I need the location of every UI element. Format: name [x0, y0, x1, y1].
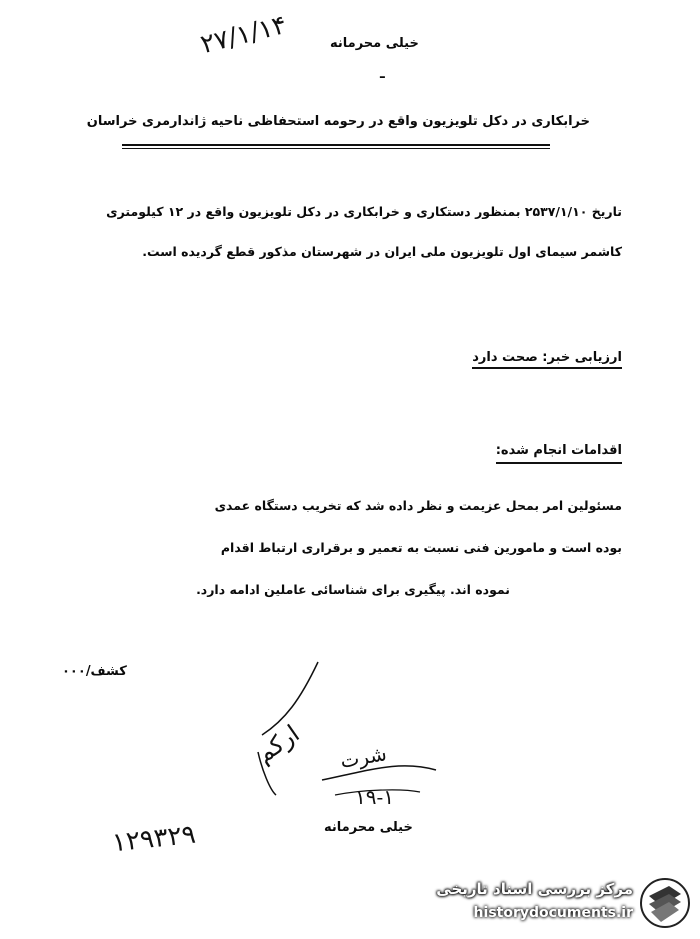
watermark-org-name: مرکز بررسی اسناد تاریخی — [436, 880, 633, 898]
report-line-2: کاشمر سیمای اول تلویزیون ملی ایران در شهرستان مذکور قطع گردیده است. — [142, 244, 622, 259]
handwritten-file-number: ۱۲۹۳۲۹ — [110, 819, 198, 859]
document-title: خرابکاری در دکل تلویزیون واقع در رحومه استحفاظی ناحیه ژاندارمری خراسان — [86, 114, 590, 129]
handwritten-note: شرت — [338, 741, 389, 773]
handwritten-note-date: ۱۹-۱ — [355, 785, 394, 809]
actions-heading: اقدامات انجام شده: — [496, 443, 622, 464]
classification-bottom: خیلی محرمانه — [324, 820, 413, 835]
actions-line-3: نموده اند. پیگیری برای شناسائی عاملین ادامه دارد. — [196, 582, 510, 597]
watermark — [410, 872, 695, 934]
title-underline — [122, 144, 550, 146]
report-line-1: تاریخ ۲۵۳۷/۱/۱۰ بمنظور دستکاری و خرابکاری در دکل تلویزیون واقع در ۱۲ کیلومتری — [106, 204, 622, 219]
actions-line-2: بوده است و مامورین فنی نسبت به تعمیر و برقراری ارتباط اقدام — [220, 540, 622, 555]
handwritten-reference-number: ۲۷/۱/۱۴ — [197, 9, 290, 61]
reference-code: کشف/۰۰۰ — [62, 664, 127, 679]
actions-line-1: مسئولین امر بمحل عزیمت و نظر داده شد که تخریب دستگاه عمدی — [214, 498, 622, 513]
title-underline-2 — [122, 148, 550, 149]
news-assessment: ارزیابی خبر: صحت دارد — [472, 350, 622, 369]
classification-dash: ـ — [380, 66, 385, 82]
classification-top: خیلی محرمانه — [330, 36, 419, 51]
watermark-url: historydocuments.ir — [473, 905, 633, 921]
handwritten-signature: ارکم — [251, 719, 305, 769]
watermark-logo-icon — [639, 876, 691, 930]
